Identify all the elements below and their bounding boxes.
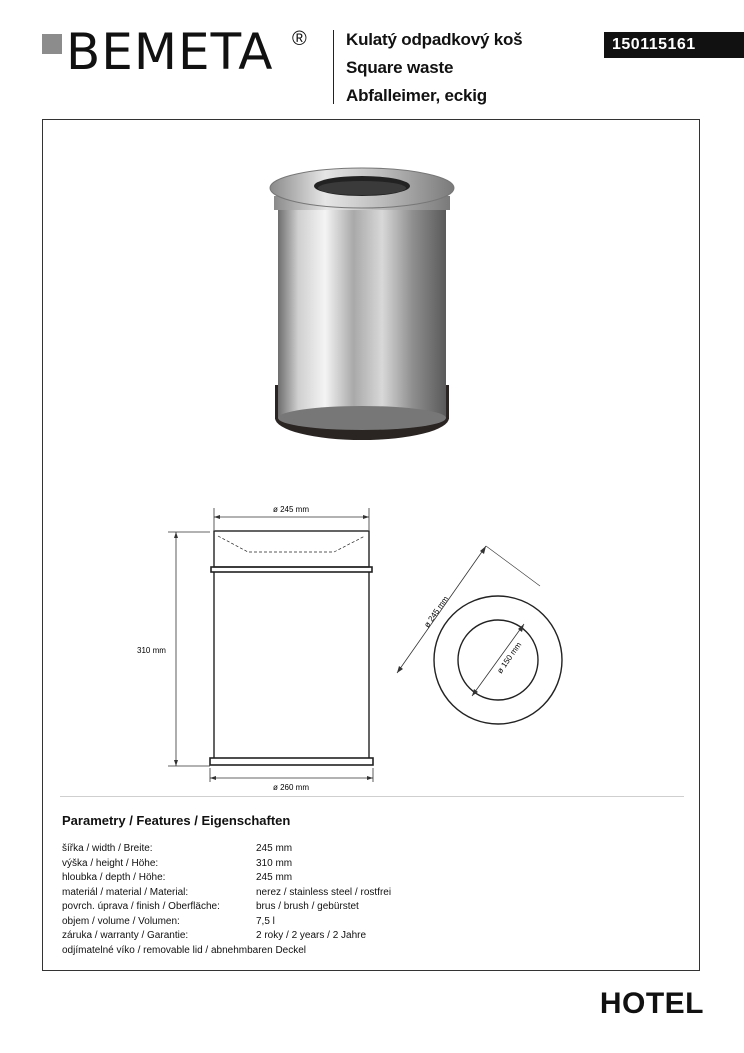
bin-top-view [397, 546, 562, 724]
section-divider [60, 796, 684, 797]
brand-logo [40, 22, 315, 82]
bin-side-view [210, 531, 373, 765]
product-titles [346, 26, 522, 110]
technical-drawing [120, 500, 590, 800]
spec-label: materiál / material / Material: [62, 886, 189, 898]
top-width-label: ø 245 mm [272, 505, 310, 514]
title-cz: Kulatý odpadkový koš [346, 30, 523, 49]
spec-label: šířka / width / Breite: [62, 843, 153, 854]
spec-label: povrch. úprava / finish / Oberfläche: [62, 901, 220, 912]
bottom-width-label: ø 260 mm [272, 783, 310, 792]
logo-square [42, 34, 62, 54]
height-label: 310 mm [137, 646, 166, 655]
product-code: 150115161 [604, 32, 744, 58]
spec-label: hloubka / depth / Höhe: [62, 872, 166, 883]
inner-diameter-label: ø 150 mm [495, 640, 524, 676]
spec-value: 7,5 l [256, 915, 275, 927]
title-en: Square waste [346, 58, 454, 77]
height-dimension [137, 532, 210, 766]
title-de: Abfalleimer, eckig [346, 86, 487, 105]
spec-label: objem / volume / Volumen: [62, 915, 180, 927]
spec-value: nerez / stainless steel / rostfrei [256, 886, 392, 898]
top-width-dimension [214, 505, 369, 530]
brand-name: BEMETA [66, 23, 274, 81]
bottom-width-dimension [210, 768, 373, 792]
category-label: HOTEL [599, 987, 704, 1020]
features-title: Parametry / Features / Eigenschaften [62, 813, 291, 828]
header-divider [333, 30, 334, 104]
spec-value: brus / brush / gebürstet [256, 901, 359, 912]
registered-mark: ® [292, 28, 307, 50]
spec-label: odjímatelné víko / removable lid / abnehmbaren Deckel [62, 944, 307, 956]
spec-label: záruka / warranty / Garantie: [62, 930, 189, 941]
product-photo [262, 160, 462, 450]
spec-label: výška / height / Höhe: [62, 857, 159, 869]
spec-value: 245 mm [256, 872, 293, 883]
outer-diameter-label: ø 245 mm [422, 594, 451, 630]
spec-value: 245 mm [256, 843, 293, 854]
spec-value: 310 mm [256, 857, 293, 869]
spec-value: 2 roky / 2 years / 2 Jahre [256, 930, 367, 941]
